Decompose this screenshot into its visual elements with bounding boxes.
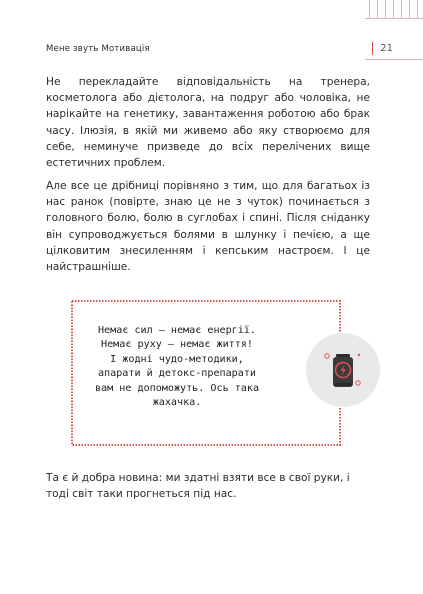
callout-line: вам не допоможуть. Ось така bbox=[94, 382, 260, 394]
callout-line: апарати й детокс-препарати bbox=[97, 368, 256, 380]
callout-text bbox=[93, 324, 261, 410]
callout-line: І жодні чудо-методики, bbox=[110, 353, 244, 365]
running-header-title: Мене звуть Мотивація bbox=[46, 44, 150, 54]
body-paragraph-1: Не перекладайте відповідальність на тренера, косметолога або дієтолога, на подруг або чоловіка, не нарікайте на генетику, завантаження роботою або брак часу. Ілюзія, в якій ми живемо або яку створюємо для себе, неминуче призведе до всіх перелічених вище естетичних проблем. bbox=[46, 76, 370, 170]
callout-line: жахачка. bbox=[152, 397, 202, 409]
callout-box bbox=[71, 300, 341, 446]
top-ruler-decoration bbox=[365, 0, 423, 22]
header-rule bbox=[365, 59, 423, 60]
energy-drink-can-icon bbox=[306, 333, 380, 407]
page-number: 21 bbox=[372, 42, 393, 55]
body-paragraph-3: Та є й добра новина: ми здатні взяти все в свої руки, і тоді світ таки прогнеться під нас. bbox=[46, 472, 350, 501]
body-paragraph-2: Але все це дрібниці порівняно з тим, що для багатьох із нас ранок (повірте, знаю це не з чуток) починається з головного болю, болю в суглобах і спині. Після сніданку він супроводжується болями в шлунку і печією, а ще цілковитим знесиленням і кепським настроєм. І це найстрашніше. bbox=[46, 180, 370, 274]
energy-drink-icon-circle bbox=[306, 333, 380, 407]
callout-line: Немає руху – немає життя! bbox=[101, 339, 253, 351]
callout-line: Немає сил – немає енергії. bbox=[97, 325, 256, 336]
